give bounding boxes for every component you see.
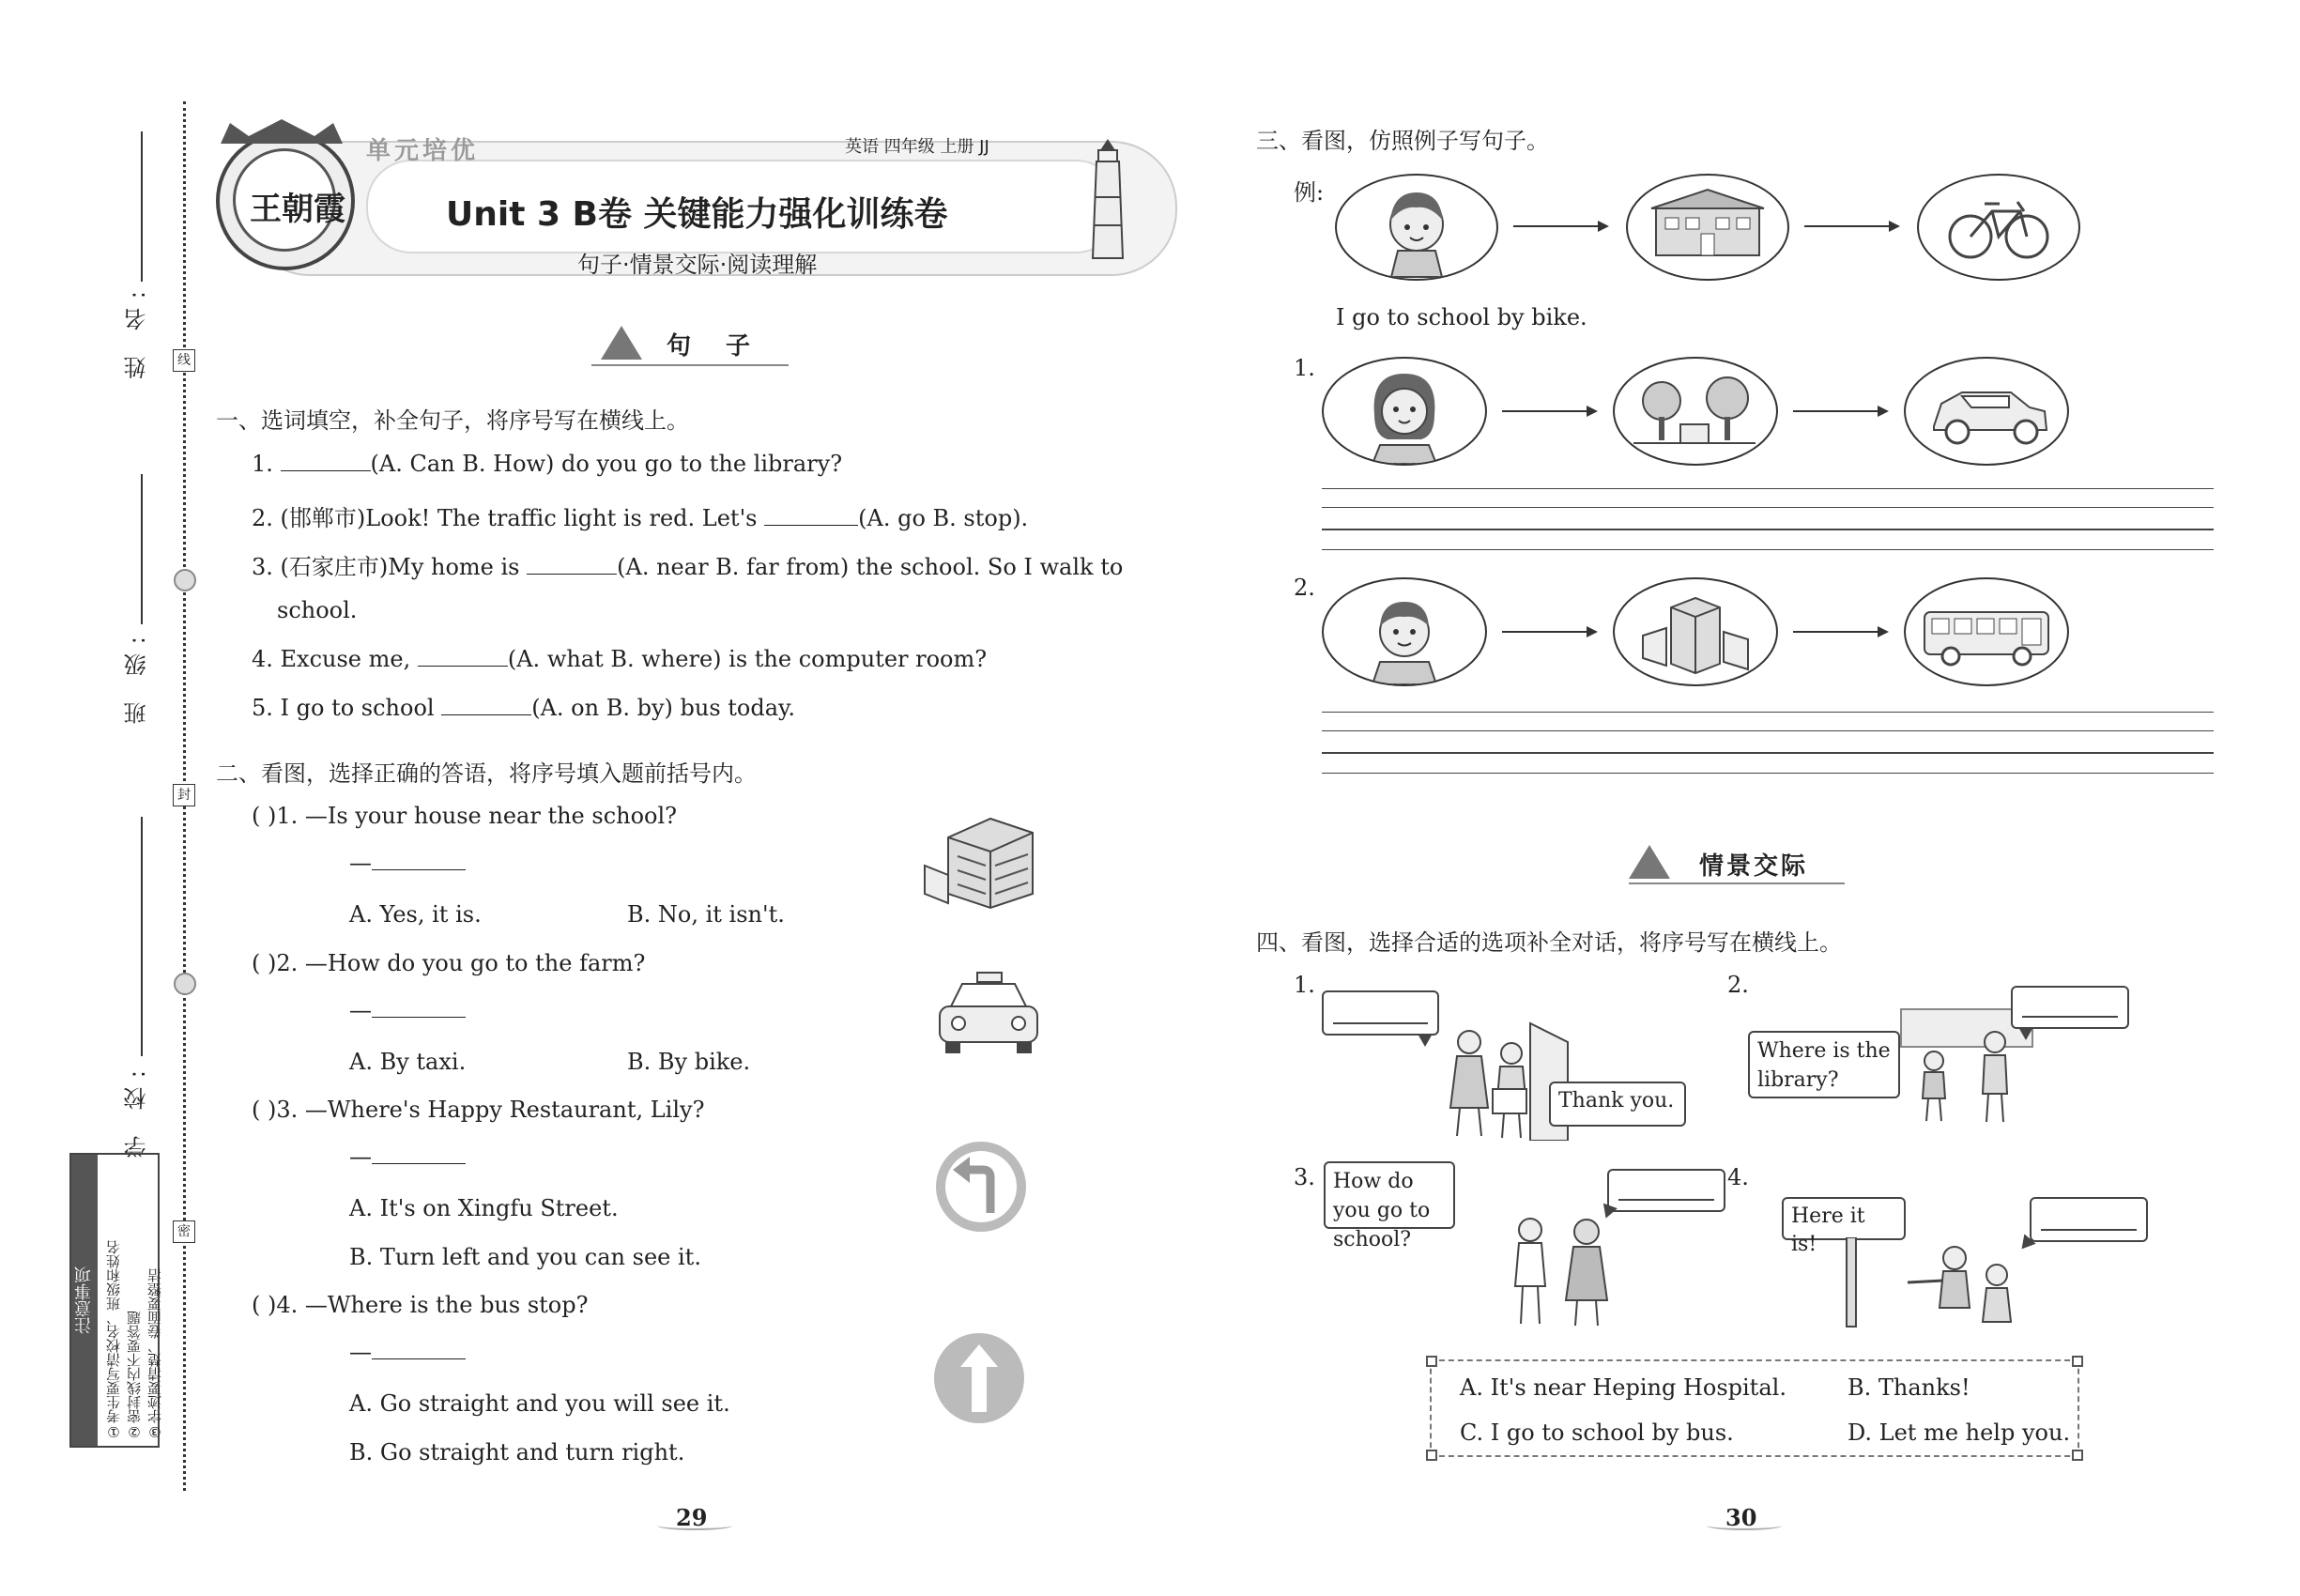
page-title: Unit 3 B卷 关键能力强化训练卷 bbox=[446, 195, 948, 234]
section-title-sentences: 句 子 bbox=[667, 332, 764, 361]
series-label: 单元培优 bbox=[366, 137, 480, 165]
boy-face-icon bbox=[1324, 579, 1485, 684]
speech-bubble-blank[interactable] bbox=[1322, 990, 1439, 1036]
arrow bbox=[1804, 225, 1898, 227]
item-number: 1. bbox=[1294, 972, 1315, 998]
class-label: 班 级: bbox=[124, 627, 150, 725]
picture-oval bbox=[1613, 357, 1778, 466]
arrow bbox=[1502, 631, 1596, 633]
item-number: 4. bbox=[1727, 1164, 1749, 1190]
bubble-tail bbox=[1418, 1034, 1433, 1047]
note-item: ①考生要写清校名、班级和姓名 bbox=[105, 1240, 122, 1440]
answer-blank[interactable] bbox=[281, 453, 371, 471]
notes-head: 注意事项 bbox=[71, 1155, 98, 1446]
taxi-icon bbox=[932, 967, 1045, 1061]
option-a: A. It's on Xingfu Street. bbox=[349, 1195, 619, 1221]
cut-mark-secret: 密 bbox=[173, 1220, 195, 1243]
go-straight-sign-icon bbox=[932, 1331, 1026, 1425]
page-number: 30 bbox=[1725, 1504, 1757, 1531]
notes-box bbox=[69, 1153, 163, 1448]
answer-blank[interactable] bbox=[418, 649, 508, 667]
brand-logo bbox=[216, 131, 355, 270]
arrow bbox=[1793, 631, 1887, 633]
bike-icon bbox=[1919, 176, 2078, 279]
car-icon bbox=[1906, 359, 2067, 464]
choice-question: ( )1. —Is your house near the school? bbox=[252, 803, 678, 829]
writing-line[interactable] bbox=[1322, 507, 2214, 508]
writing-line[interactable] bbox=[1322, 773, 2214, 774]
crown-icon bbox=[211, 117, 352, 146]
bus-icon bbox=[1906, 579, 2067, 684]
part2-heading: 二、看图，选择正确的答语，将序号填入题前括号内。 bbox=[216, 760, 757, 787]
option-a: A. Go straight and you will see it. bbox=[349, 1390, 730, 1417]
binding-hole bbox=[174, 569, 196, 591]
picture-oval bbox=[1322, 577, 1487, 686]
dialogue-option: A. It's near Heping Hospital. bbox=[1460, 1374, 1786, 1401]
answer-line[interactable]: — bbox=[349, 850, 466, 876]
school-blank[interactable] bbox=[141, 817, 143, 1056]
arrow bbox=[1793, 410, 1887, 412]
building-icon bbox=[920, 809, 1047, 913]
choice-question: ( )4. —Where is the bus stop? bbox=[252, 1292, 589, 1318]
book-meta: 英语 四年级 上册 JJ bbox=[845, 137, 989, 157]
item-number: 2. bbox=[1294, 575, 1315, 601]
dialogue-option: C. I go to school by bus. bbox=[1460, 1420, 1734, 1446]
scene-school-talk-icon bbox=[1493, 1211, 1633, 1333]
cut-mark-line: 线 bbox=[173, 349, 195, 372]
section-underline bbox=[591, 364, 789, 366]
picture-oval bbox=[1613, 577, 1778, 686]
item-number: 2. bbox=[1727, 972, 1749, 998]
picture-oval bbox=[1904, 357, 2069, 466]
part3-heading: 三、看图，仿照例子写句子。 bbox=[1256, 128, 1549, 154]
name-label: 姓 名: bbox=[124, 282, 150, 379]
note-item: ②密封线内不要答题 bbox=[126, 1311, 143, 1440]
woman-face-icon bbox=[1324, 359, 1485, 464]
example-sentence: I go to school by bike. bbox=[1336, 304, 1587, 330]
speech-bubble-blank[interactable] bbox=[2011, 986, 2129, 1029]
option-b: B. Turn left and you can see it. bbox=[349, 1244, 701, 1270]
section-underline bbox=[1629, 882, 1845, 884]
example-label: 例: bbox=[1294, 179, 1325, 206]
turn-left-sign-icon bbox=[932, 1138, 1030, 1235]
class-blank[interactable] bbox=[141, 474, 143, 624]
arrow bbox=[1513, 225, 1607, 227]
dialogue-option: B. Thanks! bbox=[1848, 1374, 1970, 1401]
writing-line[interactable] bbox=[1322, 488, 2214, 489]
answer-line[interactable]: — bbox=[349, 1143, 466, 1170]
item-number: 3. bbox=[1294, 1164, 1315, 1190]
picture-oval bbox=[1322, 357, 1487, 466]
section-title-situational: 情景交际 bbox=[1699, 852, 1809, 881]
page-subtitle: 句子·情景交际·阅读理解 bbox=[577, 252, 818, 278]
cut-mark-seal: 封 bbox=[173, 784, 195, 806]
speech-bubble: Where is the library? bbox=[1748, 1031, 1900, 1098]
fill-question: 4. Excuse me, (A. what B. where) is the computer room? bbox=[252, 646, 988, 672]
note-item: ③字迹要清楚、卷面要整洁 bbox=[146, 1268, 163, 1440]
fill-question: 1. (A. Can B. How) do you go to the library? bbox=[252, 451, 843, 477]
girl-face-icon bbox=[1337, 176, 1496, 279]
sailboat-icon bbox=[601, 326, 642, 360]
city-buildings-icon bbox=[1615, 579, 1776, 684]
option-b: B. No, it isn't. bbox=[627, 901, 785, 928]
writing-line[interactable] bbox=[1322, 549, 2214, 550]
school-label: 学 校: bbox=[124, 1061, 150, 1159]
option-a: A. Yes, it is. bbox=[349, 901, 482, 928]
page-number: 29 bbox=[676, 1504, 708, 1531]
picture-oval bbox=[1904, 577, 2069, 686]
option-b: B. By bike. bbox=[627, 1049, 751, 1075]
speech-bubble: Thank you. bbox=[1549, 1082, 1686, 1127]
answer-blank[interactable] bbox=[764, 508, 858, 526]
answer-line[interactable]: — bbox=[349, 1339, 466, 1365]
page-number-swoosh bbox=[657, 1521, 732, 1530]
binding-hole bbox=[174, 973, 196, 995]
page-number-swoosh bbox=[1707, 1521, 1782, 1530]
writing-line[interactable] bbox=[1322, 730, 2214, 731]
speech-bubble-blank[interactable] bbox=[1607, 1169, 1725, 1212]
speech-bubble-blank[interactable] bbox=[2030, 1197, 2148, 1242]
sailboat-icon bbox=[1629, 845, 1670, 879]
fill-question: 3. (石家庄市)My home is (A. near B. far from) the school. So I walk to bbox=[252, 554, 1124, 580]
choice-question: ( )2. —How do you go to the farm? bbox=[252, 950, 646, 976]
fill-question: 5. I go to school (A. on B. by) bus today. bbox=[252, 695, 796, 721]
answer-line[interactable]: — bbox=[349, 997, 466, 1023]
writing-line[interactable] bbox=[1322, 529, 2214, 530]
brand-name: 王朝霞 bbox=[250, 191, 345, 228]
bubble-tail bbox=[2018, 1027, 2033, 1040]
part4-heading: 四、看图，选择合适的选项补全对话，将序号写在横线上。 bbox=[1256, 929, 1842, 956]
scene-help-icon bbox=[1842, 1237, 2030, 1331]
lighthouse-icon bbox=[1080, 131, 1136, 263]
fill-question: 2. (邯郸市)Look! The traffic light is red. Let's (A. go B. stop). bbox=[252, 505, 1029, 531]
writing-line[interactable] bbox=[1322, 712, 2214, 713]
picture-oval bbox=[1335, 174, 1498, 281]
answer-blank[interactable] bbox=[441, 698, 531, 715]
arrow bbox=[1502, 410, 1596, 412]
option-a: A. By taxi. bbox=[349, 1049, 467, 1075]
school-icon bbox=[1628, 176, 1787, 279]
dialogue-option: D. Let me help you. bbox=[1848, 1420, 2071, 1446]
picture-oval bbox=[1626, 174, 1789, 281]
speech-bubble: How do you go to school? bbox=[1324, 1161, 1455, 1229]
park-icon bbox=[1615, 359, 1776, 464]
writing-line[interactable] bbox=[1322, 752, 2214, 754]
fill-question-cont: school. bbox=[277, 597, 358, 623]
answer-blank[interactable] bbox=[527, 557, 617, 575]
option-b: B. Go straight and turn right. bbox=[349, 1439, 685, 1466]
choice-question: ( )3. —Where's Happy Restaurant, Lily? bbox=[252, 1097, 705, 1123]
part1-heading: 一、选词填空，补全句子，将序号写在横线上。 bbox=[216, 407, 689, 434]
picture-oval bbox=[1917, 174, 2080, 281]
item-number: 1. bbox=[1294, 355, 1315, 381]
name-blank[interactable] bbox=[141, 131, 143, 282]
speech-bubble: Here it is! bbox=[1782, 1197, 1906, 1240]
